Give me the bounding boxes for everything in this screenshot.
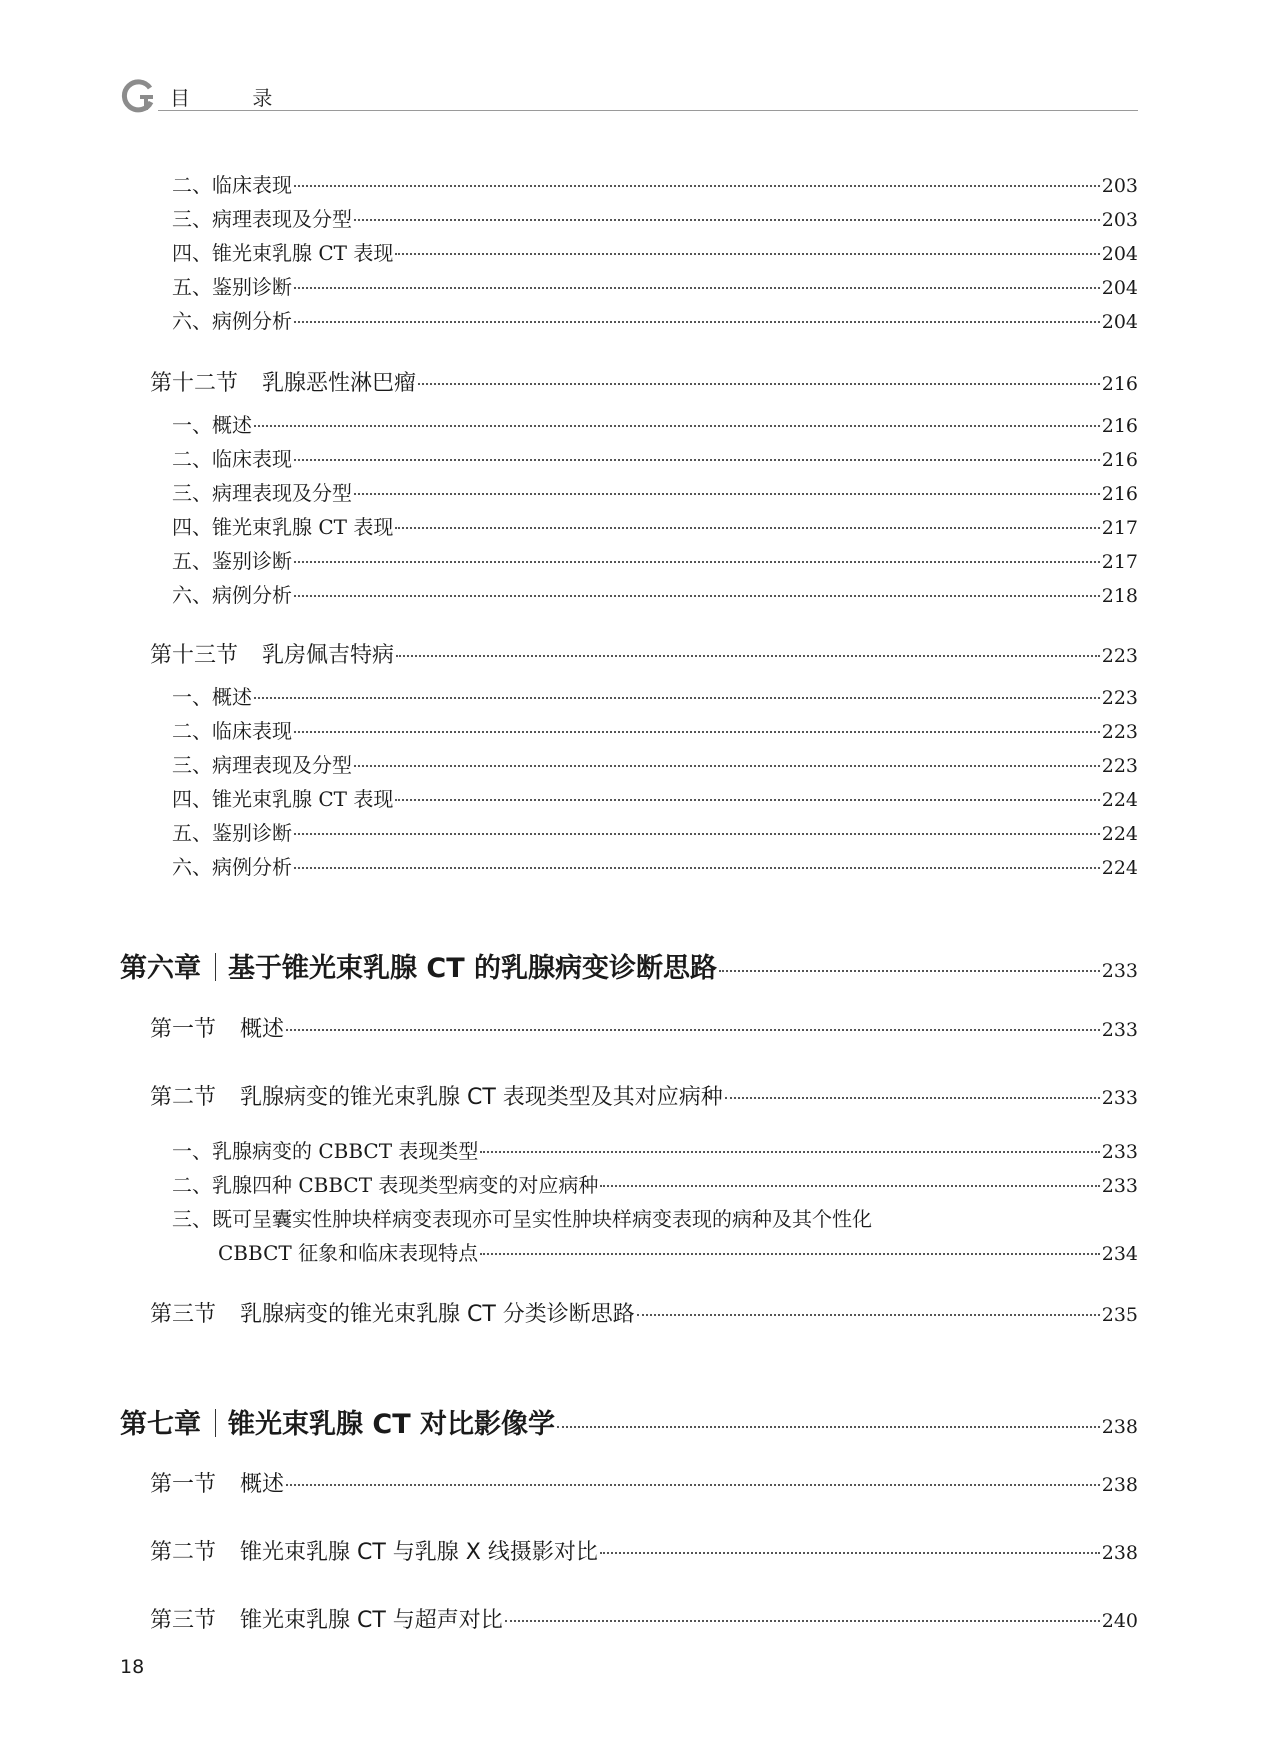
section-title: 锥光束乳腺 CT 与乳腺 X 线摄影对比 bbox=[240, 1540, 598, 1565]
toc-section bbox=[150, 1603, 1138, 1634]
leader-dots bbox=[294, 730, 1100, 733]
toc-page-number: 217 bbox=[1101, 551, 1138, 573]
toc-item bbox=[172, 511, 1138, 540]
toc-page-number: 216 bbox=[1101, 373, 1138, 395]
section-number: 第二节 bbox=[150, 1540, 217, 1565]
leader-dots bbox=[600, 1184, 1099, 1187]
toc-item bbox=[172, 817, 1138, 846]
toc-item-label: 六、病例分析 bbox=[172, 583, 292, 607]
leader-dots bbox=[286, 1028, 1100, 1031]
toc-page-number: 233 bbox=[1101, 1019, 1138, 1041]
leader-dots bbox=[354, 764, 1100, 767]
toc-page-number: 224 bbox=[1101, 857, 1138, 879]
section-number: 第三节 bbox=[150, 1608, 217, 1633]
toc-item-label: 三、病理表现及分型 bbox=[172, 753, 352, 777]
section-title: 乳腺病变的锥光束乳腺 CT 表现类型及其对应病种 bbox=[240, 1085, 723, 1110]
toc-item bbox=[172, 715, 1138, 744]
toc-item bbox=[172, 783, 1138, 812]
toc-page-number: 223 bbox=[1101, 645, 1138, 667]
toc-page-number: 233 bbox=[1101, 1087, 1138, 1109]
leader-dots bbox=[254, 424, 1100, 427]
toc-item bbox=[172, 271, 1138, 300]
toc-section bbox=[150, 1080, 1138, 1111]
toc-item bbox=[172, 409, 1138, 438]
leader-dots bbox=[294, 320, 1100, 323]
leader-dots bbox=[354, 492, 1100, 495]
toc-item-label: 五、鉴别诊断 bbox=[172, 275, 292, 299]
leader-dots bbox=[395, 526, 1099, 529]
section-title: 乳腺病变的锥光束乳腺 CT 分类诊断思路 bbox=[240, 1302, 635, 1327]
section-number: 第三节 bbox=[150, 1302, 217, 1327]
toc-page-number: 238 bbox=[1101, 1542, 1138, 1564]
toc-item-label: 四、锥光束乳腺 CT 表现 bbox=[172, 241, 394, 265]
toc-page-number: 224 bbox=[1101, 789, 1138, 811]
toc-item-label: 二、乳腺四种 CBBCT 表现类型病变的对应病种 bbox=[172, 1173, 599, 1197]
toc-page-number: 235 bbox=[1101, 1304, 1138, 1326]
toc-page-number: 203 bbox=[1101, 209, 1138, 231]
leader-dots bbox=[286, 1483, 1100, 1486]
leader-dots bbox=[480, 1150, 1099, 1153]
toc-page-number: 204 bbox=[1101, 277, 1138, 299]
leader-dots bbox=[725, 1096, 1100, 1099]
section-title: 概述 bbox=[240, 1017, 285, 1042]
toc-item-label: 一、概述 bbox=[172, 413, 252, 437]
section-number: 第一节 bbox=[150, 1472, 217, 1497]
toc-item bbox=[172, 305, 1138, 334]
toc-page-number: 216 bbox=[1101, 449, 1138, 471]
chapter-separator bbox=[215, 953, 216, 981]
toc-page-number: 223 bbox=[1101, 687, 1138, 709]
toc-page-number: 240 bbox=[1101, 1610, 1138, 1632]
chapter-title: 锥光束乳腺 CT 对比影像学 bbox=[228, 1409, 556, 1440]
leader-dots bbox=[294, 184, 1100, 187]
header-title: 目 录 bbox=[170, 86, 301, 110]
toc-page-number: 218 bbox=[1101, 585, 1138, 607]
toc-page-number: 233 bbox=[1101, 1141, 1138, 1163]
toc-item bbox=[218, 1237, 1138, 1266]
page-number: 18 bbox=[120, 1656, 145, 1678]
leader-dots bbox=[294, 560, 1100, 563]
leader-dots bbox=[557, 1425, 1100, 1428]
chapter-number: 第六章 bbox=[120, 953, 201, 984]
toc-item bbox=[172, 203, 1138, 232]
toc-item bbox=[172, 1169, 1138, 1198]
leader-dots bbox=[418, 382, 1100, 385]
leader-dots bbox=[505, 1619, 1100, 1622]
leader-dots bbox=[395, 798, 1099, 801]
toc-page-number: 238 bbox=[1101, 1416, 1138, 1438]
section-title: 概述 bbox=[240, 1472, 285, 1497]
section-number: 第二节 bbox=[150, 1085, 217, 1110]
toc-section bbox=[150, 1535, 1138, 1566]
toc-item bbox=[172, 851, 1138, 880]
leader-dots bbox=[395, 252, 1099, 255]
toc-chapter bbox=[120, 946, 1138, 985]
toc-page-number: 204 bbox=[1101, 311, 1138, 333]
toc-item-label: 二、临床表现 bbox=[172, 719, 292, 743]
toc-item-label: 一、概述 bbox=[172, 685, 252, 709]
leader-dots bbox=[294, 866, 1100, 869]
toc-item-label: 五、鉴别诊断 bbox=[172, 821, 292, 845]
toc-item-label: 四、锥光束乳腺 CT 表现 bbox=[172, 515, 394, 539]
toc-item bbox=[172, 237, 1138, 266]
toc-page-number: 234 bbox=[1101, 1243, 1138, 1265]
leader-dots bbox=[719, 969, 1100, 972]
leader-dots bbox=[294, 286, 1100, 289]
toc-item bbox=[172, 477, 1138, 506]
toc-page-number: 233 bbox=[1101, 960, 1138, 982]
toc-item-label: CBBCT 征象和临床表现特点 bbox=[218, 1241, 479, 1265]
leader-dots bbox=[354, 218, 1100, 221]
toc-section bbox=[150, 1012, 1138, 1043]
toc-item bbox=[172, 1135, 1138, 1164]
leader-dots bbox=[637, 1313, 1100, 1316]
toc-page-number: 233 bbox=[1101, 1175, 1138, 1197]
leader-dots bbox=[396, 654, 1100, 657]
toc-item bbox=[172, 443, 1138, 472]
toc-item-label: 六、病例分析 bbox=[172, 855, 292, 879]
toc-item bbox=[172, 579, 1138, 608]
section-title: 乳房佩吉特病 bbox=[262, 643, 395, 668]
leader-dots bbox=[294, 458, 1100, 461]
toc-item bbox=[172, 749, 1138, 778]
toc-page-number: 203 bbox=[1101, 175, 1138, 197]
toc-item bbox=[172, 681, 1138, 710]
toc-page-number: 223 bbox=[1101, 755, 1138, 777]
toc-page-number: 238 bbox=[1101, 1474, 1138, 1496]
toc-item-first-line: 三、既可呈囊实性肿块样病变表现亦可呈实性肿块样病变表现的病种及其个性化 bbox=[172, 1207, 872, 1231]
toc-section bbox=[150, 1297, 1138, 1328]
toc-item-label: 六、病例分析 bbox=[172, 309, 292, 333]
toc-item-label: 二、临床表现 bbox=[172, 447, 292, 471]
toc-item-label: 三、病理表现及分型 bbox=[172, 207, 352, 231]
leader-dots bbox=[480, 1252, 1100, 1255]
leader-dots bbox=[294, 832, 1100, 835]
section-title: 锥光束乳腺 CT 与超声对比 bbox=[240, 1608, 503, 1633]
toc-item bbox=[172, 169, 1138, 198]
toc-item-label: 三、病理表现及分型 bbox=[172, 481, 352, 505]
toc-item bbox=[172, 545, 1138, 574]
chapter-title: 基于锥光束乳腺 CT 的乳腺病变诊断思路 bbox=[228, 953, 718, 984]
toc-chapter bbox=[120, 1402, 1138, 1441]
section-number: 第一节 bbox=[150, 1017, 217, 1042]
toc-item-label: 一、乳腺病变的 CBBCT 表现类型 bbox=[172, 1139, 479, 1163]
toc-page-number: 224 bbox=[1101, 823, 1138, 845]
toc-page-number: 217 bbox=[1101, 517, 1138, 539]
toc-item-label: 五、鉴别诊断 bbox=[172, 549, 292, 573]
toc-page-number: 204 bbox=[1101, 243, 1138, 265]
toc-page-number: 216 bbox=[1101, 483, 1138, 505]
chapter-number: 第七章 bbox=[120, 1409, 201, 1440]
section-number: 第十二节 bbox=[150, 371, 239, 396]
leader-dots bbox=[254, 696, 1100, 699]
toc-item-label: 二、临床表现 bbox=[172, 173, 292, 197]
toc-page-number: 223 bbox=[1101, 721, 1138, 743]
section-number: 第十三节 bbox=[150, 643, 239, 668]
toc-section bbox=[150, 1467, 1138, 1498]
toc-section bbox=[150, 638, 1138, 669]
section-title: 乳腺恶性淋巴瘤 bbox=[262, 371, 417, 396]
chapter-separator bbox=[215, 1409, 216, 1437]
leader-dots bbox=[600, 1551, 1100, 1554]
leader-dots bbox=[294, 594, 1100, 597]
toc-section bbox=[150, 366, 1138, 397]
toc-item-label: 四、锥光束乳腺 CT 表现 bbox=[172, 787, 394, 811]
toc-page-number: 216 bbox=[1101, 415, 1138, 437]
